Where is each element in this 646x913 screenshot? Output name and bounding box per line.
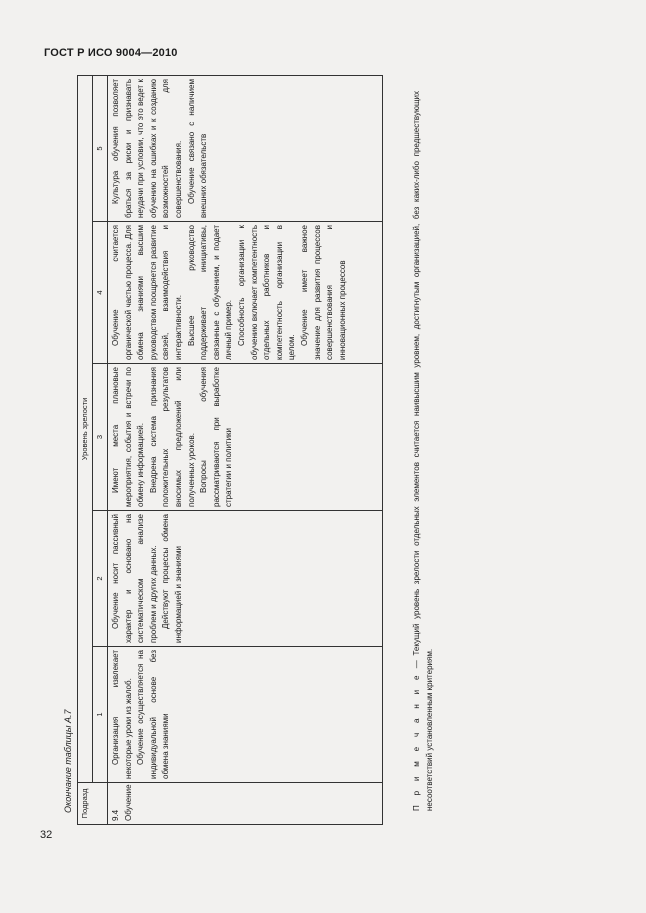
row-item-text: 9.4 Обучение (111, 784, 133, 821)
rotated-table-block (63, 70, 623, 825)
cell-paragraph: Обучение носит пассивный характер и основано на систематическом анализе проблем и других данных. (111, 514, 158, 643)
cell-paragraph: Высшее руководство поддерживает инициативы, связанные с обучением, и подает личный пример. (186, 225, 234, 360)
table-row (108, 75, 383, 824)
subsection-header: Подразд (78, 783, 108, 825)
table-caption: Окончание таблицы А.7 (63, 709, 73, 813)
level-header-1: 1 (93, 647, 108, 783)
note-label: П р и м е ч а н и е (412, 672, 421, 811)
cell-paragraph: Культура обучения позволяет браться за риски и признавать неудачи при условии, что это ведет к обучению на ошибках и к созданию возможностей для совершенствования. (111, 78, 183, 218)
cell-paragraph: Обучение считается органической частью процесса. Для обмена знаниями высшим руководством поощряется развитие связей, взаимодействия и интерактивности. (111, 225, 183, 360)
note-text: — Текущий уровень зрелости отдельных элементов считается наивысшим уровнем, достигнутым организацией, без каких-либо предшествующих несоответствий установленным критериям. (412, 91, 434, 811)
cell-paragraph: Обучение имеет важное значение для развития процессов совершенствования и инновационных процессов (299, 225, 347, 360)
cell-paragraph: Обучение осуществляется на индивидуальной основе без обмена знаниями (136, 650, 171, 779)
page-number: 32 (40, 829, 53, 841)
document-header: ГОСТ Р ИСО 9004—2010 (44, 47, 178, 59)
cell-paragraph: Действуют процессы обмена информацией и знаниями (161, 514, 183, 643)
cell-paragraph: Способность организации к обучению включает компетентность отдельных работников и компетентность организации в целом. (236, 225, 297, 360)
maturity-table (77, 75, 383, 825)
level-header-3: 3 (93, 364, 108, 511)
cell-paragraph: Внедрена система признания положительных результатов вносимых предложений или полученных уроков. (148, 367, 196, 507)
level-header-5: 5 (93, 75, 108, 221)
cell-paragraph: Вопросы обучения рассматриваются при выработке стратегии и политики (199, 367, 234, 507)
level-header-4: 4 (93, 222, 108, 364)
cell-paragraph: Обучение связано с наличием внешних обязательств (186, 78, 209, 218)
level-3-cell (108, 364, 383, 511)
levels-header: Уровень зрелости (78, 75, 93, 782)
cell-paragraph: Имеют места плановые мероприятия, события и встречи по обмену информацией. (111, 367, 146, 507)
row-item-label (108, 783, 383, 825)
level-1-cell (108, 647, 383, 783)
cell-paragraph: Организация извлекает некоторые уроки из жалоб. (111, 650, 133, 779)
level-2-cell (108, 511, 383, 647)
level-5-cell (108, 75, 383, 221)
table-note (411, 91, 436, 811)
level-header-2: 2 (93, 511, 108, 647)
level-4-cell (108, 222, 383, 364)
